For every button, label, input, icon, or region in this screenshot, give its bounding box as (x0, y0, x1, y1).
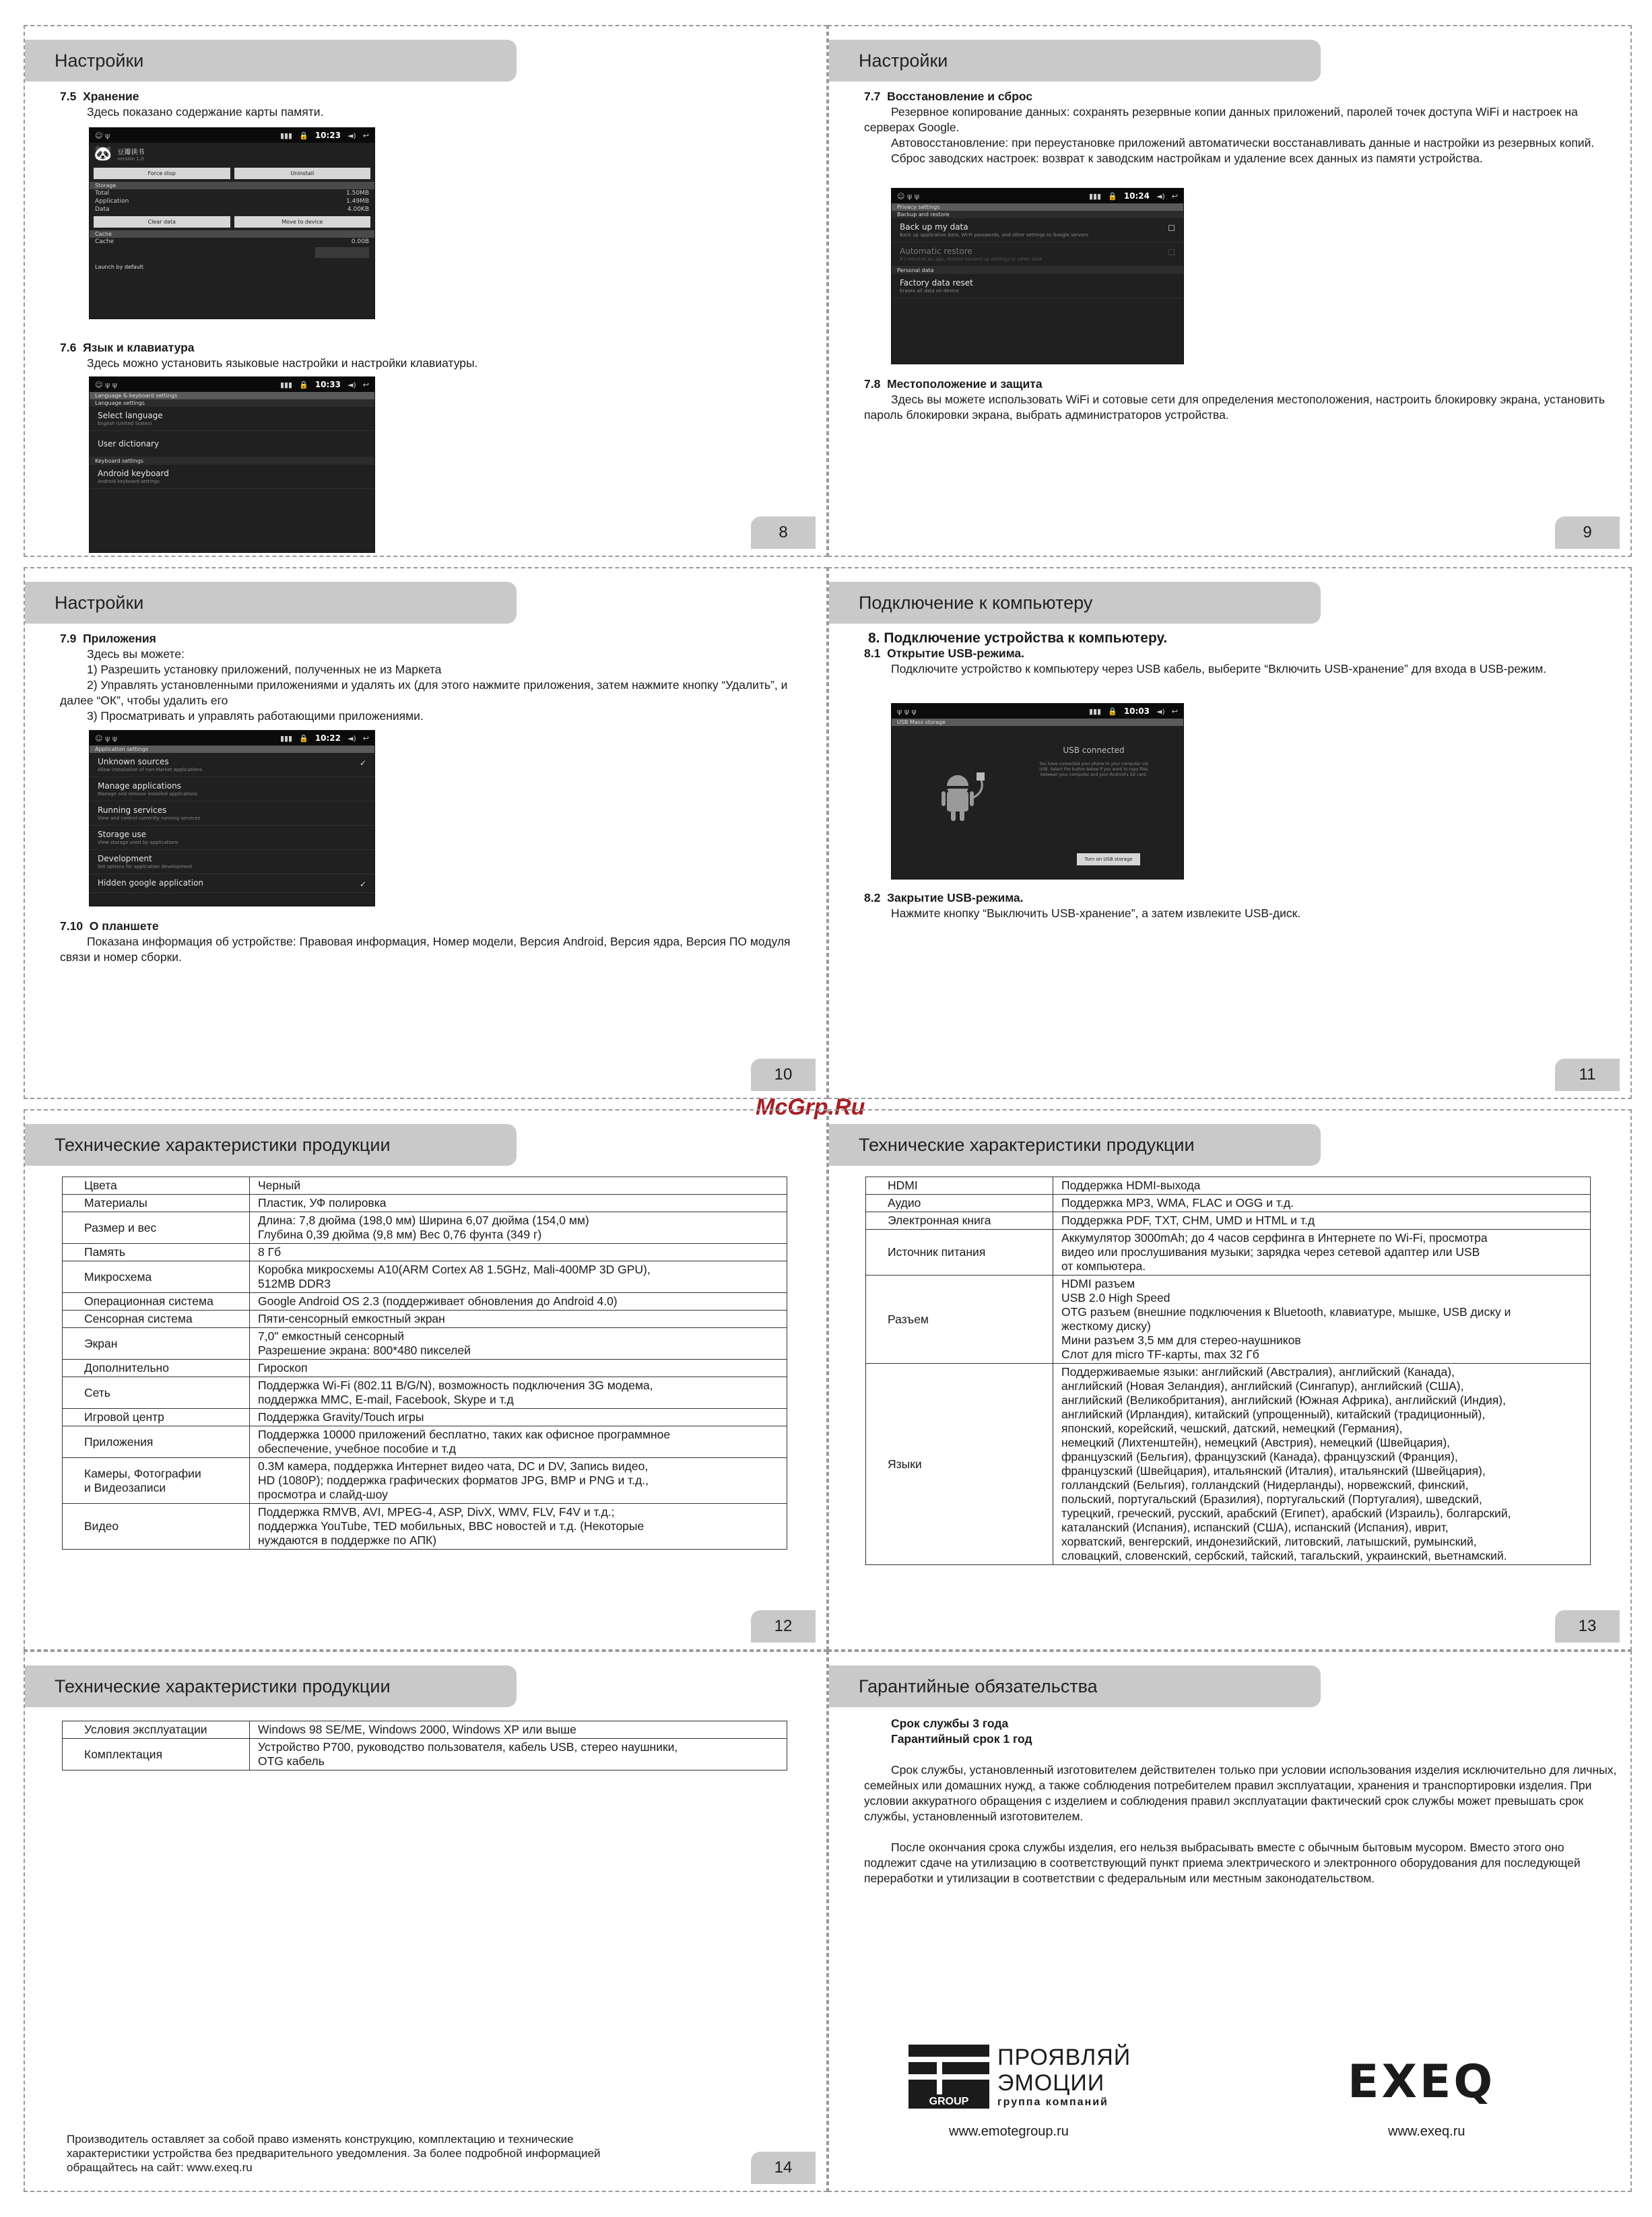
table-row (63, 1409, 787, 1426)
spec-key: Операционная система (63, 1293, 250, 1311)
backup-header: Backup and restore (892, 211, 1183, 218)
spec-key: Источник питания (866, 1230, 1053, 1276)
app-settings-item[interactable]: Unknown sources Allow installation of non-Market applications ✓ (90, 753, 374, 777)
spec-key: Цвета (63, 1177, 250, 1195)
clear-cache-button[interactable] (315, 247, 369, 258)
spec-value: Аккумулятор 3000mAh; до 4 часов серфинга в Интернете по Wi-Fi, просмотра видео или прослушивания музыки; зарядка через сетевой адаптер или USB от компьютера. (1053, 1230, 1591, 1276)
checkbox[interactable]: ☐ (1168, 224, 1175, 233)
launch-header: Launch by default (95, 264, 144, 270)
move-to-device-button[interactable]: Move to device (234, 216, 371, 228)
spec-value: Длина: 7,8 дюйма (198,0 мм) Ширина 6,07 дюйма (154,0 мм) Глубина 0,39 дюйма (9,8 мм) Вес 0,76 фунта (349 г) (250, 1212, 787, 1244)
page-number: 10 (751, 1059, 816, 1091)
table-row (63, 1293, 787, 1311)
spec-value: Поддержка PDF, TXT, CHM, UMD и HTML и т.д (1053, 1212, 1591, 1230)
table-row (63, 1721, 787, 1739)
page-15-header: Гарантийные обязательства (829, 1665, 1321, 1707)
status-bar: ψ ψ ψ ▮▮▮ 🔒 10:03 ◄) ↩ (892, 704, 1183, 719)
clock: 10:24 (1123, 191, 1150, 201)
storage-row: Application 1.49MB (95, 198, 369, 205)
table-row (63, 1377, 787, 1409)
table-row (866, 1212, 1591, 1230)
spec-value: Поддержка Gravity/Touch игры (250, 1409, 787, 1426)
page-number: 13 (1555, 1610, 1620, 1643)
volume-icon: ◄) (348, 131, 356, 140)
table-row (63, 1360, 787, 1377)
table-row (63, 1212, 787, 1244)
clock: 10:23 (315, 131, 341, 140)
section-7-9: 7.9 Приложения Здесь вы можете: 1) Разрешить установку приложений, полученных не из Маркета 2) Управлять установленными приложениями и удалять их (для этого нажмите приложения, затем нажмите кнопку “Удалить”, и далее “ОК”, чтобы удалить его 3) Просматривать и управлять работающими приложениями. (60, 632, 788, 723)
spec-value: 0.3M камера, поддержка Интернет видео чата, DC и DV, Запись видео, HD (1080P); поддержка графических форматов JPG, BMP и PNG и т.д., просмотра и слайд-шоу (250, 1458, 787, 1504)
uninstall-button[interactable]: Uninstall (234, 168, 371, 179)
page-13-header: Технические характеристики продукции (829, 1124, 1321, 1166)
back-icon: ↩ (362, 131, 369, 140)
spec-key: Камеры, Фотографии и Видеозаписи (63, 1458, 250, 1504)
spec-value: Google Android OS 2.3 (поддерживает обновления до Android 4.0) (250, 1293, 787, 1311)
android-keyboard-item[interactable]: Android keyboard Android keyboard settings (90, 465, 374, 489)
emote-mark (908, 2045, 989, 2109)
spec-value: HDMI разъем USB 2.0 High Speed OTG разъем (внешние подключения к Bluetooth, клавиатуре, мышке, USB диску и жесткому диску) Мини разъем 3,5 мм для стерео-наушников Слот для micro TF-карты, max 32 Гб (1053, 1276, 1591, 1364)
table-row (866, 1195, 1591, 1212)
watermark: McGrp.Ru (756, 1094, 865, 1120)
section-7-7: 7.7 Восстановление и сброс Резервное копирование данных: сохранять резервные копии данных приложений, паролей точек доступа WiFi и настроек на серверах Google. Автовосстановление: при переустановке приложений автоматически восстанавливать данные и настройки из резервных копий. Сброс заводских настроек: возврат к заводским настройкам и удаление всех данных из памяти устройства. (864, 90, 1595, 165)
app-settings-item[interactable]: Development Set options for application development (90, 850, 374, 874)
spec-key: Материалы (63, 1195, 250, 1212)
spec-key: Сеть (63, 1377, 250, 1409)
spec-table (865, 1177, 1591, 1565)
page-15 (828, 1651, 1632, 2192)
clock: 10:22 (315, 733, 341, 743)
storage-screenshot (89, 127, 375, 319)
table-row (63, 1261, 787, 1293)
spec-key: Микросхема (63, 1261, 250, 1293)
language-screenshot (89, 376, 375, 553)
table-row (866, 1364, 1591, 1565)
screen-title: Application settings (90, 746, 374, 753)
applications-screenshot (89, 730, 375, 906)
spec-key: Условия эксплуатации (63, 1721, 250, 1739)
spec-key: Разъем (866, 1276, 1053, 1364)
spec-value: Поддерживаемые языки: английский (Австралия), английский (Канада), английский (Новая Зеландия), английский (Сингапур), английский (США), английский (Великобритания), английский (Южная Африка), английский (Индия), английский (Ирландия), китайский (упрощенный), китайский (традиционный), японский, корейский, чешский, датский, немецкий (Германия), немецкий (Лихтенштейн), немецкий (Австрия), немецкий (Швейцария), французский (Бельгия), французский (Канада), французский (Франция), французский (Швейцария), итальянский (Италия), итальянский (Швейцария), голландский (Бельгия), голландский (Нидерланды), норвежский, финский, польский, португальский (Бразилия), португальский (Португалия), шведский, турецкий, греческий, русский, арабский (Египет), арабский (Израиль), болгарский, каталанский (Испания), испанский (США), испанский (Испания), иврит, хорватский, венгерский, индонезийский, литовский, латышский, румынский, словацкий, словенский, сербский, тайский, тагальский, украинский, вьетнамский. (1053, 1364, 1591, 1565)
disclaimer: Производитель оставляет за собой право изменять конструкцию, комплектацию и технические характеристики устройства без предварительного уведомления. За более подробной информацией обращайтесь на сайт: www.exeq.ru (67, 2133, 601, 2174)
page-12-header: Технические характеристики продукции (25, 1124, 517, 1166)
table-row (63, 1458, 787, 1504)
notification-icons: ☺ ψ (95, 131, 110, 140)
automatic-restore-item[interactable]: Automatic restore If I reinstall an app, restore backed up settings or other data ☐ (892, 242, 1183, 267)
table-row (63, 1177, 787, 1195)
page-number: 14 (751, 2152, 816, 2184)
keyboard-settings-header: Keyboard settings (90, 457, 374, 465)
spec-key: Память (63, 1244, 250, 1261)
table-row (63, 1244, 787, 1261)
checkbox[interactable]: ☐ (1168, 248, 1175, 257)
page-14-header: Технические характеристики продукции (25, 1665, 517, 1707)
spec-key: HDMI (866, 1177, 1053, 1195)
spec-value: Гироскоп (250, 1360, 787, 1377)
chapter-title: 8. Подключение устройства к компьютеру. (868, 630, 1168, 646)
spec-value: Поддержка MP3, WMA, FLAC и OGG и т.д. (1053, 1195, 1591, 1212)
spec-value: 8 Гб (250, 1244, 787, 1261)
page-11 (828, 567, 1632, 1099)
section-7-8: 7.8 Местоположение и защита Здесь вы можете использовать WiFi и сотовые сети для определения местоположения, настроить блокировку экрана, установить пароль блокировки экрана, выбрать администраторов устройства. (864, 377, 1605, 422)
status-bar (90, 128, 374, 143)
table-row (866, 1177, 1591, 1195)
table-row (63, 1195, 787, 1212)
play-icon (1508, 2067, 1525, 2092)
page-9-header: Настройки (829, 40, 1321, 81)
group-label: GROUP (929, 2096, 969, 2107)
page-number: 12 (751, 1610, 816, 1643)
spec-value: Поддержка RMVB, AVI, MPEG-4, ASP, DivX, WMV, FLV, F4V и т.д.; поддержка YouTube, TED мобильных, BBC новостей и т.д. (Некоторые нуждаются в поддержке по АПК) (250, 1504, 787, 1550)
clear-data-button[interactable]: Clear data (94, 216, 230, 228)
spec-value: Устройство P700, руководство пользователя, кабель USB, стерео наушники, OTG кабель (250, 1739, 787, 1771)
spec-value: Черный (250, 1177, 787, 1195)
emote-url[interactable]: www.emotegroup.ru (949, 2124, 1069, 2139)
section-7-6: 7.6 Язык и клавиатура Здесь можно установить языковые настройки и настройки клавиатуры. (60, 341, 478, 370)
spec-value: Поддержка 10000 приложений бесплатно, таких как офисное программное обеспечение, учебное пособие и т.д (250, 1426, 787, 1458)
table-row (866, 1230, 1591, 1276)
status-bar: ☺ ψ ψ ▮▮▮ 🔒 10:33 ◄) ↩ (90, 377, 374, 392)
section-8: 8. Подключение устройства к компьютеру. 8.1 Открытие USB-режима. Подключите устройство к компьютеру через USB кабель, выберите “Включить USB-хранение” для входа в USB-режим. (864, 630, 1618, 677)
check-icon: ✓ (359, 758, 366, 768)
spec-key: Аудио (866, 1195, 1053, 1212)
app-settings-item[interactable]: Hidden google application ✓ (90, 874, 374, 893)
section-title: Хранение (83, 90, 139, 103)
turn-on-usb-storage-button[interactable]: Turn on USB storage (1077, 853, 1140, 865)
cache-row: Cache 0.00B (95, 238, 369, 245)
table-row (63, 1504, 787, 1550)
page-number: 8 (751, 517, 816, 549)
exeq-logo (1348, 2055, 1550, 2139)
exeq-url[interactable]: www.exeq.ru (1388, 2124, 1465, 2139)
signal-icon: ▮▮▮ (279, 131, 293, 140)
force-stop-button[interactable]: Force stop (94, 168, 230, 179)
app-icon: 🐼 (94, 145, 112, 162)
storage-header: Storage (90, 182, 374, 189)
page-9 (828, 25, 1632, 557)
page-12 (24, 1109, 828, 1651)
clock: 10:03 (1123, 706, 1150, 716)
warranty-period: Гарантийный срок 1 год (891, 1732, 1032, 1746)
app-version: version 1.0 (117, 156, 144, 162)
spec-key: Электронная книга (866, 1212, 1053, 1230)
app-settings-item[interactable]: Running services View and control currently running services (90, 801, 374, 826)
privacy-screenshot (891, 188, 1184, 364)
usb-connected-label: USB connected (1063, 746, 1125, 755)
app-header (90, 143, 374, 165)
screen-title: USB Mass storage (892, 719, 1183, 726)
table-row (63, 1311, 787, 1328)
clock: 10:33 (315, 380, 341, 389)
table-row (63, 1739, 787, 1771)
section-7-5 (60, 89, 323, 120)
language-settings-header: Language settings (90, 399, 374, 407)
personal-data-header: Personal data (892, 267, 1183, 274)
exeq-wordmark: EXEQ (1348, 2055, 1496, 2109)
spec-key: Экран (63, 1328, 250, 1360)
backup-my-data-item[interactable]: Back up my data Back up application data, Wi-Fi passwords, and other settings to Google servers ☐ (892, 218, 1183, 242)
spec-key: Сенсорная система (63, 1311, 250, 1328)
page-8 (24, 25, 828, 557)
section-text: Здесь показано содержание карты памяти. (87, 105, 324, 119)
spec-key: Языки (866, 1364, 1053, 1565)
spec-value: Пластик, УФ полировка (250, 1195, 787, 1212)
service-life: Срок службы 3 года (891, 1717, 1009, 1730)
status-bar: ☺ ψ ψ ▮▮▮ 🔒 10:24 ◄) ↩ (892, 189, 1183, 203)
storage-row: Data 4.00KB (95, 206, 369, 213)
table-row (63, 1426, 787, 1458)
status-bar: ☺ ψ ψ ▮▮▮ 🔒 10:22 ◄) ↩ (90, 731, 374, 746)
spec-key: Видео (63, 1504, 250, 1550)
check-icon: ✓ (359, 880, 366, 889)
spec-value: Поддержка HDMI-выхода (1053, 1177, 1591, 1195)
section-8-2: 8.2 Закрытие USB-режима. Нажмите кнопку “Выключить USB-хранение”, а затем извлеките USB-диск. (864, 891, 1301, 920)
spec-value: Windows 98 SE/ME, Windows 2000, Windows XP или выше (250, 1721, 787, 1739)
spec-key: Размер и вес (63, 1212, 250, 1244)
cache-header: Cache (90, 230, 374, 238)
usb-description: You have connected your phone to your computer via USB. Select the button below if you want to copy files between your computer and your Android's SD card. (1039, 762, 1148, 777)
screen-title: Language & keyboard settings (90, 392, 374, 399)
spec-table (62, 1721, 787, 1771)
lock-icon: 🔒 (299, 131, 308, 140)
app-settings-item[interactable]: Manage applications Manage and remove installed applications (90, 777, 374, 801)
page-10-header: Настройки (25, 582, 517, 624)
spec-table (62, 1177, 787, 1550)
spec-key: Комплектация (63, 1739, 250, 1771)
spec-key: Приложения (63, 1426, 250, 1458)
page-13 (828, 1109, 1632, 1651)
spec-value: Пяти-сенсорный емкостный экран (250, 1311, 787, 1328)
table-row (866, 1276, 1591, 1364)
app-name: 豆瓣读书 (117, 149, 145, 156)
spec-value: 7,0" емкостный сенсорный Разрешение экрана: 800*480 пикселей (250, 1328, 787, 1360)
page-number: 11 (1555, 1059, 1620, 1091)
page-14 (24, 1651, 828, 2192)
page-8-header: Настройки (25, 40, 517, 81)
storage-row: Total 1.50MB (95, 190, 369, 197)
user-dictionary-item[interactable]: User dictionary (90, 431, 374, 457)
usb-screenshot (891, 703, 1184, 880)
page-number: 9 (1555, 517, 1620, 549)
spec-value: Коробка микросхемы A10(ARM Cortex A8 1.5GHz, Mali-400MP 3D GPU), 512MB DDR3 (250, 1261, 787, 1293)
spec-key: Игровой центр (63, 1409, 250, 1426)
section-7-10: 7.10 О планшете Показана информация об устройстве: Правовая информация, Номер модели, Версия Android, Версия ядра, Версия ПО модуля связи и номер сборки. (60, 919, 791, 964)
section-number: 7.5 (60, 90, 77, 103)
page-11-header: Подключение к компьютеру (829, 582, 1321, 624)
android-usb-icon (939, 771, 979, 825)
table-row (63, 1328, 787, 1360)
spec-value: Поддержка Wi-Fi (802.11 B/G/N), возможность подключения 3G модема, поддержка MMC, E-mail, Facebook, Skype и т.д (250, 1377, 787, 1409)
app-settings-item[interactable]: Storage use View storage used by applications (90, 826, 374, 850)
factory-reset-item[interactable]: Factory data reset Erases all data on device (892, 274, 1183, 298)
warranty-text: Срок службы 3 года Гарантийный срок 1 год Срок службы, установленный изготовителем действителен только при условии использования изделия исключительно для личных, семейных или домашних нужд, а также соблюдения потребителем правил эксплуатации, хранения и транспортировки изделия. При условии аккуратного обращения с изделием и соблюдения правил эксплуатации фактический срок службы может превышать срок службы, установленный изготовителем. После окончания срока службы изделия, его нельзя выбрасывать вместе с обычным бытовым мусором. Вместо этого оно подлежит сдаче на утилизацию в соответствующий пункт приема электрического и электронного оборудования для последующей переработки и утилизации в соответствии с федеральным или местным законодательством. (864, 1716, 1618, 1886)
page-10 (24, 567, 828, 1099)
select-language-item[interactable]: Select language English (United States) (90, 407, 374, 431)
spec-key: Дополнительно (63, 1360, 250, 1377)
emote-group-logo: GROUP ПРОЯВЛЯЙ ЭМОЦИИ группа компаний www.emotegroup.ru (908, 2045, 1144, 2119)
screen-title: Privacy settings (892, 203, 1183, 211)
